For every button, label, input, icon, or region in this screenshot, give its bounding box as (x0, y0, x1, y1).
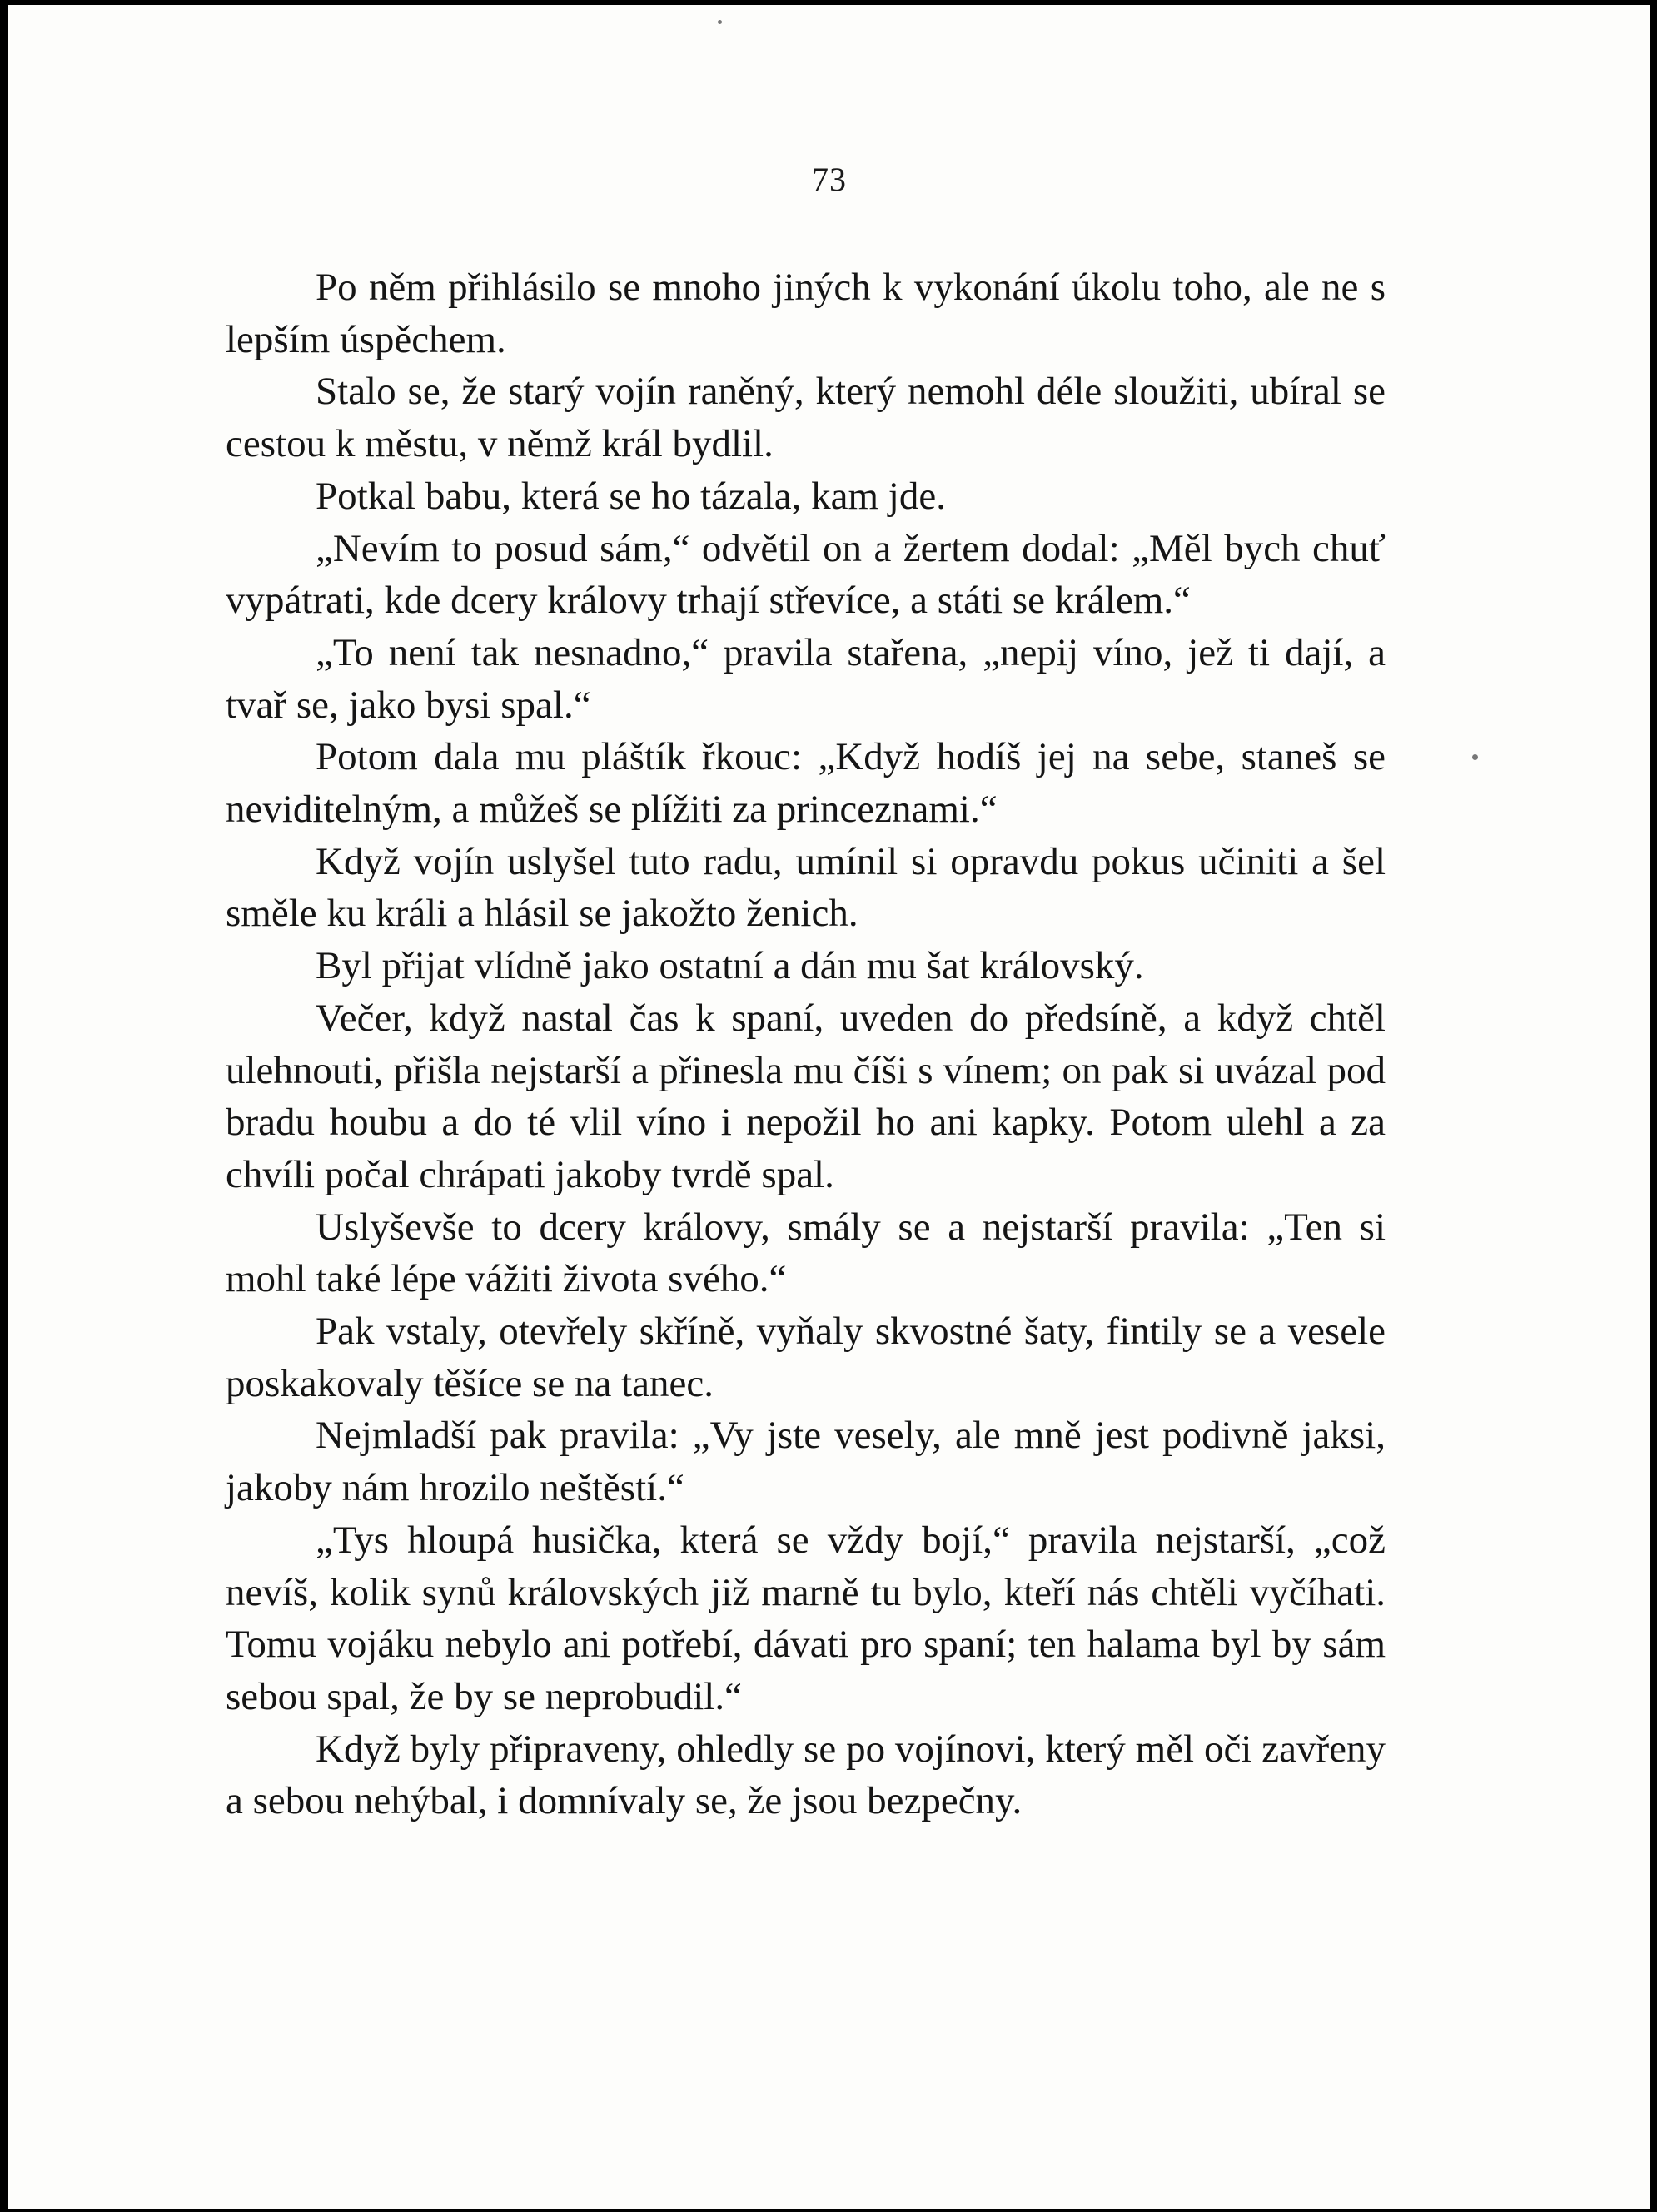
paragraph: „Nevím to posud sám,“ odvětil on a žertem dodal: „Měl bych chuť vypátrati, kde dcery královy trhají střevíce, a státi se králem.“ (226, 526, 1386, 623)
book-page (8, 5, 1650, 2209)
paragraph: Když byly připraveny, ohledly se po vojínovi, který měl oči zavřeny a sebou nehýbal, i domnívaly se, že jsou bezpečny. (226, 1727, 1386, 1823)
paragraph: Potom dala mu pláštík řkouc: „Když hodíš jej na sebe, staneš se neviditelným, a můžeš se plížiti za princeznami.“ (226, 735, 1386, 832)
paragraph: Večer, když nastal čas k spaní, uveden do předsíně, a když chtěl ulehnouti, přišla nejstarší a přinesla mu číši s vínem; on pak si uvázal pod bradu houbu a do té vlil víno i nepožil ho ani kapky. Potom ulehl a za chvíli počal chrápati jakoby tvrdě spal. (226, 996, 1386, 1196)
paragraph: „To není tak nesnadno,“ pravila stařena, „nepij víno, jež ti dají, a tvař se, jako bysi spal.“ (226, 630, 1386, 727)
scan-speck (718, 20, 722, 24)
paragraph: Byl přijat vlídně jako ostatní a dán mu šat královský. (316, 944, 1144, 988)
paragraph: Když vojín uslyšel tuto radu, umínil si opravdu pokus učiniti a šel směle ku králi a hlásil se jakožto ženich. (226, 839, 1386, 936)
paragraph: Uslyševše to dcery královy, smály se a nejstarší pravila: „Ten si mohl také lépe vážiti života svého.“ (226, 1205, 1386, 1301)
paragraph: „Tys hloupá husička, která se vždy bojí,“ pravila nejstarší, „což nevíš, kolik synů královských již marně tu bylo, kteří nás chtěli vyčíhati. Tomu vojáku nebylo ani potřebí, dávati pro spaní; ten halama byl by sám sebou spal, že by se neprobudil.“ (226, 1518, 1386, 1718)
paragraph: Stalo se, že starý vojín raněný, který nemohl déle sloužiti, ubíral se cestou k městu, v němž král bydlil. (226, 370, 1386, 466)
page-number: 73 (812, 161, 847, 198)
body-text (226, 261, 1386, 1827)
paragraph: Nejmladší pak pravila: „Vy jste vesely, ale mně jest podivně jaksi, jakoby nám hrozilo neštěstí.“ (226, 1414, 1386, 1510)
paragraph: Potkal babu, která se ho tázala, kam jde. (316, 474, 946, 518)
scan-speck (1472, 754, 1478, 760)
paragraph: Po něm přihlásilo se mnoho jiných k vykonání úkolu toho, ale ne s lepším úspěchem. (226, 266, 1386, 361)
paragraph: Pak vstaly, otevřely skříně, vyňaly skvostné šaty, fintily se a vesele poskakovaly těšíce se na tanec. (226, 1310, 1386, 1405)
